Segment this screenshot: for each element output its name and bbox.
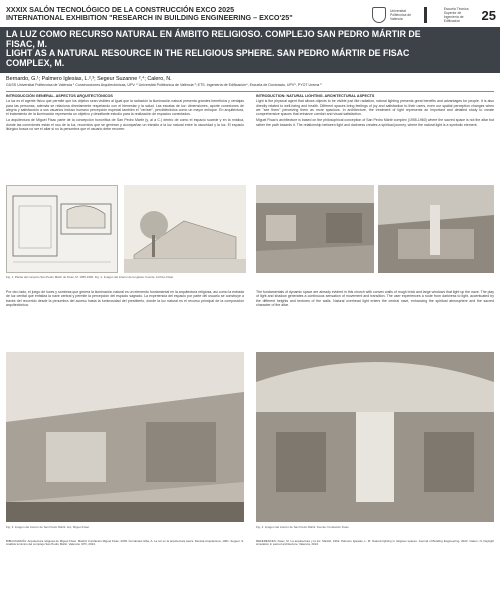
intro-column-spanish <box>6 94 244 133</box>
body-text-spanish <box>6 290 244 309</box>
interior-photo-drawing-3 <box>6 352 244 522</box>
title-spanish: LA LUZ COMO RECURSO NATURAL EN ÁMBITO RELIGIOSO. COMPLEJO SAN PEDRO MÁRTIR DE FISAC, M. <box>6 29 421 49</box>
interior-photo-figure-4 <box>256 352 494 522</box>
intro-column-english <box>256 94 494 129</box>
interior-photo-drawing-1 <box>256 185 374 273</box>
poster-number: 25 <box>481 7 496 23</box>
caption-figure-4: Fig. 4. Imagen del interior de San Pedro Mártir. Fuente: Fundación Fisac. <box>256 525 350 529</box>
exterior-render-figure <box>124 185 246 273</box>
intro-paragraph-2-spanish: La arquitectura de Miguel Fisac parte de la concepción honorífica de San Pedro Mártir (y, al a C.) dentro de como el espacio sucede y en la mística, donde las conexiones están el uso de la luz, recorridos que se generan y acompañan un tránsito a la luz natural entre la oscuridad y la luz. El espacio litúrgico busca no ser el altar si no la penumbra que el usuario debe recorrer. <box>6 118 244 132</box>
intro-heading-spanish: INTRODUCCIÓN GENERAL. ASPECTOS ARQUITECTÓNICOS <box>6 94 113 98</box>
interior-photo-drawing-4 <box>256 352 494 522</box>
logos <box>372 4 496 26</box>
interior-photo-drawing-2 <box>378 185 494 273</box>
body-text-english <box>256 290 494 309</box>
school-logo-text: Escuela Técnica Superior de Ingeniería de Edificación <box>443 7 469 23</box>
intro-paragraph-2-english: Miguel Fisac's architecture is based on the philosophical conception of San Pedro Mártir complex (1955-1960) where the sacred space is not the altar but rather the path towards it. The relationship between light and darkness creates a spiritual journey, where the natural light is a symbolic element. <box>256 118 494 127</box>
intro-heading-english: INTRODUCTION: NATURAL LIGHTING. ARCHITECTURAL ASPECTS <box>256 94 375 98</box>
divider <box>6 91 494 92</box>
interior-photo-figure-1 <box>256 185 374 273</box>
references-spanish: BIBLIOGRAFÍA: Arquitectura religiosa de Miguel Fisac. Madrid: Fundación Miguel Fisac, 2005. Fernández Alba, A. La luz en la arquitectura sacra. Revista Arquitectura, 1961. Segeur, S. Análisis lumínico del complejo San Pedro Mártir. Valencia: UPV, 2024. <box>6 539 244 547</box>
event-title-line-2: INTERNATIONAL EXHIBITION "RESEARCH IN BUILDING ENGINEERING – EXCO'25" <box>6 13 293 23</box>
authors: Bernardo, G.¹; Palmero Iglesias, L.²,³; Segeur Suzanne ²,⁴; Calero, N. <box>6 76 172 82</box>
title-english: LIGHT AS A NATURAL RESOURCE IN THE RELIGIOUS SPHERE. SAN PEDRO MÁRTIR DE FISAC COMPLEX, M. <box>6 48 410 68</box>
caption-figure-2: Fig. 2. Imagen del interior de la iglesia. Fuente: Archivo Fisac. <box>94 275 174 279</box>
title-band <box>0 27 500 73</box>
site-plan-figure <box>6 185 118 273</box>
caption-figure-1-2 <box>6 276 246 279</box>
interior-photo-figure-2 <box>378 185 494 273</box>
caption-figure-1: Fig. 1. Planta del conjunto San Pedro Mártir de Fisac, M. 1955-1960. <box>6 275 95 279</box>
caption-figure-3: Fig. 3. Imagen del interior de San Pedro Mártir. Arq. Miguel Fisac. <box>6 525 90 529</box>
body-paragraph-english: The fundamentals of dynamic space are already evident in this church with convex walls of rough brick and large windows that light up the nave. The play of light and shadow generates a continuous sensation of movement and transition. The user experiences a route from darkness to light, accentuated by the different heights and textures of the walls. Natural overhead light enters the central nave, enhancing the spiritual atmosphere and the sacred character of the altar. <box>256 290 494 307</box>
university-logo-text: Universitat Politècnica de València <box>389 9 412 21</box>
interior-photo-figure-3 <box>6 352 244 522</box>
exterior-render-drawing <box>124 185 246 273</box>
references-english: REFERENCES: Fisac, M. La arquitectura y la luz. Madrid, 1962. Palmero Iglesias, L. M. Natural lighting in religious spaces. Journal of Building Engineering, 2023. Calero, N. Daylight simulation in sacred architecture. Valencia, 2024. <box>256 539 494 547</box>
intro-paragraph-1-english: Light is the physical agent that allows objects to be visible just like radiation, natural lighting presents great benefits and advantages for people. It is also directly related to well-being and health. Different spaces bring feelings of joy and satisfaction to their users, even our spatial perception changes when we "see them" perceiving them as more spacious. In architecture, the treatment of light represents an important and detailed study to create comprehensive spaces that enhance comfort and visual satisfaction. <box>256 99 494 117</box>
university-shield-icon <box>372 7 386 23</box>
body-paragraph-spanish: Por otro lado, el juego de luces y sombras que genera la iluminación natural es un elemento fundamental en la arquitectura religiosa, así como la entrada de luz cenital que enfatiza la nave central y permite la percepción del espacio sagrado. La experiencia del espacio por parte del usuario se construye a través del recorrido desde la penumbra del acceso hasta la luminosidad del presbiterio, donde la luz natural es el recurso principal de la composición arquitectónica. <box>6 290 244 307</box>
site-plan-drawing <box>7 186 118 273</box>
school-logo-icon <box>424 7 440 23</box>
event-title-line-1: XXXIX SALÓN TECNOLÓGICO DE LA CONSTRUCCIÓN EXCO 2025 <box>6 5 235 14</box>
intro-paragraph-1-spanish: La luz es el agente físico que permite que los objetos sean visibles al igual que la radiación la iluminación natural presenta grandes beneficios y ventajas para las personas, además se relaciona directamente respetando con el bienestar y la salud. Las escalas de luz: dimensiones, aporte conexiones de alegría y satisfacción a sus usuarios incluso humano percepción especial también el "ver/ser", percibiéndolos como un mayor enfoque. En arquitectura, el tratamiento de la iluminación representa un objetivo y desafiante estudio para la realización de espacios conectados. <box>6 99 244 117</box>
event-title <box>6 6 306 23</box>
affiliation: GUSS Universitat Politècnica de València ¹ Construcciones Arquitectónicas, UPV. ² Universitat Politècnica de València ³; ETS. Ingeniería de Edificación⁴, Escuela de Doctorado, UPV⁵, PYOT Urema ⁶ <box>6 83 322 87</box>
